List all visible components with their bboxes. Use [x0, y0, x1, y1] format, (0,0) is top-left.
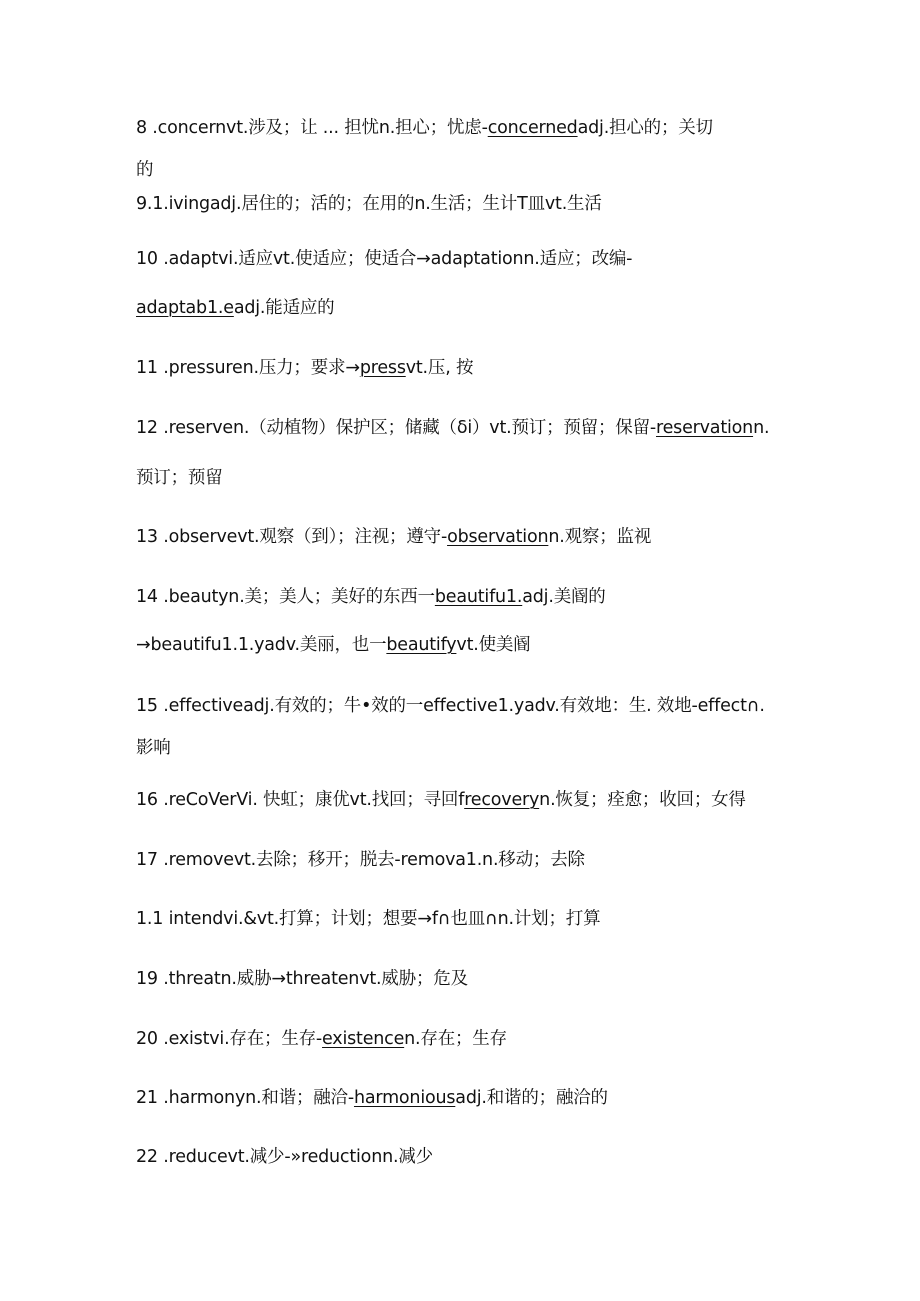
- underlined-word: recovery: [464, 790, 540, 810]
- text-run: 21 .harmonyn.和谐；融洽-: [136, 1088, 354, 1108]
- text-run: n.观察；监视: [548, 527, 652, 547]
- vocab-line-8: [136, 116, 713, 140]
- vocab-line-11: [136, 356, 473, 380]
- vocab-line-17: [136, 848, 585, 872]
- vocab-line-16: [136, 788, 746, 812]
- text-run: adj.能适应的: [233, 298, 335, 318]
- text-run: 16 .reCoVerVi. 快虹；康优vt.找回；寻回f: [136, 790, 465, 810]
- vocab-line-14-cont: [136, 633, 531, 657]
- vocab-line-15: [136, 694, 765, 718]
- text-run: vt.压, 按: [405, 358, 474, 378]
- text-run: adj.美阍的: [522, 587, 606, 607]
- text-run: 14 .beautyn.美；美人；美好的东西一: [136, 587, 435, 607]
- text-run: 22 .reducevt.减少-»reductionn.减少: [136, 1147, 433, 1167]
- text-run: 19 .threatn.威胁→threatenvt.威胁；危及: [136, 969, 468, 989]
- text-run: 1.1 intendvi.&vt.打算；计划；想要→f∩也皿∩n.计划；打算: [136, 909, 601, 929]
- vocab-line-21: [136, 1086, 608, 1110]
- text-run: 12 .reserven.（动植物）保护区；储藏（δi）vt.预订；预留；保留-: [136, 418, 656, 438]
- vocab-line-22: [136, 1145, 433, 1169]
- underlined-word: harmonious: [353, 1088, 456, 1108]
- underlined-word: adaptab1.e: [136, 298, 234, 318]
- vocab-line-12: [136, 416, 769, 440]
- text-run: 影响: [136, 738, 171, 758]
- text-run: adj.担心的；关切: [577, 118, 713, 138]
- vocab-line-10: [136, 247, 632, 271]
- text-run: n.: [753, 418, 770, 438]
- vocab-line-8-cont: [136, 158, 153, 182]
- vocab-line-18: [136, 907, 600, 931]
- underlined-word: press: [359, 358, 406, 378]
- underlined-word: beautify: [386, 635, 457, 655]
- vocab-line-13: [136, 525, 651, 549]
- text-run: 9.1.ivingadj.居住的；活的；在用的n.生活；生计T皿vt.生活: [136, 194, 602, 214]
- text-run: 8 .concernvt.涉及；让 ... 担忧n.担心；忧虑-: [136, 118, 488, 138]
- vocab-line-9: [136, 192, 602, 216]
- vocab-line-19: [136, 967, 468, 991]
- text-run: 10 .adaptvi.适应vt.使适应；使适合→adaptationn.适应；改编-: [136, 249, 633, 269]
- vocab-line-14: [136, 585, 606, 609]
- text-run: adj.和谐的；融洽的: [455, 1088, 608, 1108]
- underlined-word: reservation: [656, 418, 754, 438]
- underlined-word: observation: [447, 527, 549, 547]
- text-run: 的: [136, 160, 154, 180]
- text-run: 17 .removevt.去除；移开；脱去-remova1.n.移动；去除: [136, 850, 585, 870]
- text-run: 预订；预留: [136, 468, 223, 488]
- underlined-word: concerned: [487, 118, 578, 138]
- text-run: 11 .pressuren.压力；要求→: [136, 358, 360, 378]
- underlined-word: beautifu1.: [434, 587, 523, 607]
- text-run: 20 .existvi.存在；生存-: [136, 1029, 323, 1049]
- text-run: n.恢复；痊愈；收回；女得: [539, 790, 746, 810]
- text-run: vt.使美阍: [456, 635, 531, 655]
- text-run: 15 .effectiveadj.有效的；牛•效的一effective1.yadv.有效地：生. 效地-effect∩.: [136, 696, 765, 716]
- vocab-line-10-cont: [136, 296, 335, 320]
- underlined-word: existence: [322, 1029, 405, 1049]
- text-run: →beautifu1.1.yadv.美丽，也一: [136, 635, 387, 655]
- text-run: 13 .observevt.观察（到）；注视；遵守-: [136, 527, 448, 547]
- vocab-line-15-cont: [136, 736, 171, 760]
- vocab-line-20: [136, 1027, 507, 1051]
- vocab-line-12-cont: [136, 466, 223, 490]
- text-run: n.存在；生存: [404, 1029, 507, 1049]
